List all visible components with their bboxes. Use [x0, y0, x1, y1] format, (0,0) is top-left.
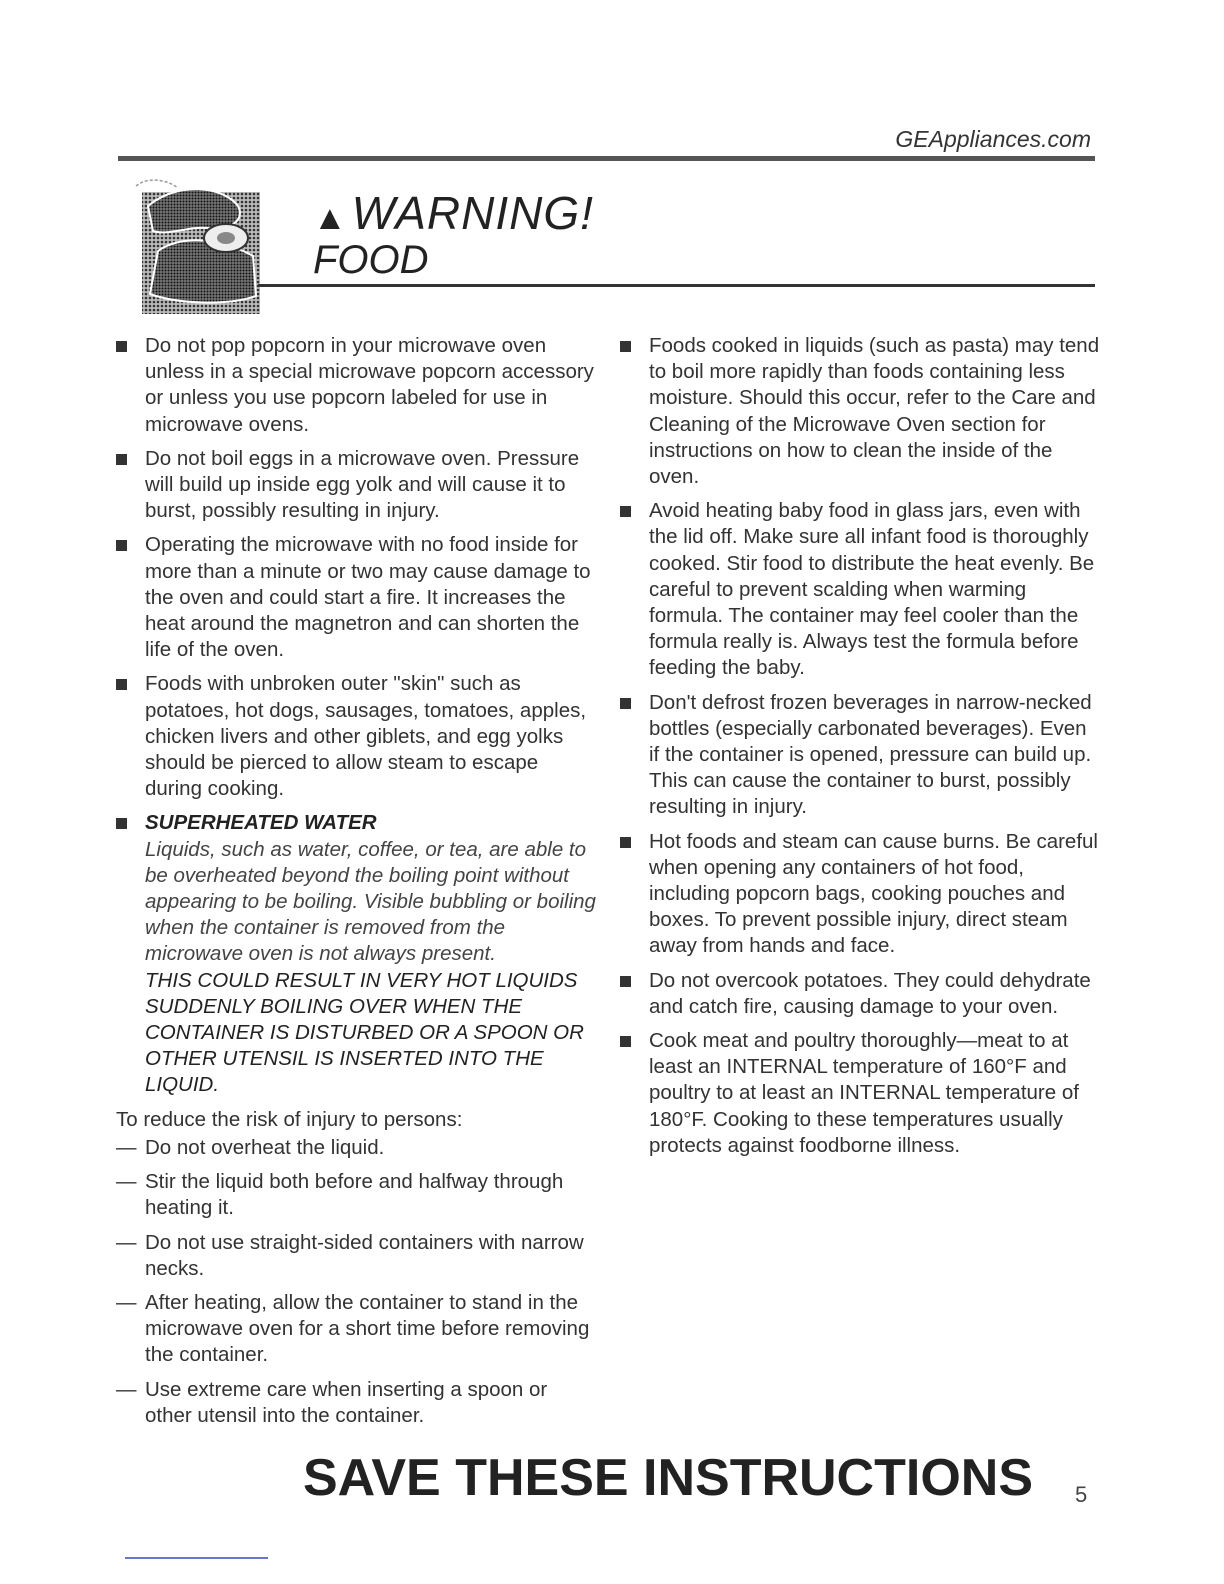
- square-bullet-icon: [620, 341, 631, 352]
- dash-list-item: [116, 1230, 596, 1282]
- superheated-water-item: [116, 810, 596, 1098]
- list-item: [116, 333, 596, 438]
- dash-list-item: [116, 1135, 596, 1161]
- left-column: [116, 333, 596, 1437]
- item-text: Do not overheat the liquid.: [145, 1135, 385, 1159]
- dash-bullet-icon: —: [116, 1377, 137, 1401]
- item-text: Use extreme care when inserting a spoon or other utensil into the container.: [145, 1377, 548, 1427]
- item-text: Do not use straight-sided containers with narrow necks.: [145, 1230, 584, 1280]
- superheated-water-caution: THIS COULD RESULT IN VERY HOT LIQUIDS SUDDENLY BOILING OVER WHEN THE CONTAINER IS DISTURBED OR A SPOON OR OTHER UTENSIL IS INSERTED INTO THE LIQUID.: [145, 968, 584, 1097]
- header-rule: [118, 156, 1095, 161]
- warning-title-text: WARNING!: [351, 187, 594, 239]
- item-text: Do not pop popcorn in your microwave oven unless in a special microwave popcorn accessory or unless you use popcorn labeled for use in microwave ovens.: [145, 334, 594, 436]
- item-text: Hot foods and steam can cause burns. Be careful when opening any containers of hot food, including popcorn bags, cooking pouches and boxes. To prevent possible injury, direct steam away from hands and face.: [649, 829, 1098, 958]
- square-bullet-icon: [620, 698, 631, 709]
- list-item: [620, 333, 1100, 490]
- square-bullet-icon: [116, 679, 127, 690]
- square-bullet-icon: [116, 540, 127, 551]
- square-bullet-icon: [620, 1036, 631, 1047]
- dash-bullet-icon: —: [116, 1170, 137, 1194]
- list-item: [116, 671, 596, 802]
- dash-bullet-icon: —: [116, 1290, 137, 1314]
- section-title: FOOD: [313, 238, 429, 282]
- list-item: [620, 968, 1100, 1020]
- dash-bullet-icon: —: [116, 1135, 137, 1159]
- item-text: After heating, allow the container to stand in the microwave oven for a short time before removing the container.: [145, 1290, 590, 1367]
- superheated-water-title: SUPERHEATED WATER: [145, 811, 377, 835]
- list-item: [620, 1028, 1100, 1159]
- item-text: Stir the liquid both before and halfway through heating it.: [145, 1170, 564, 1220]
- dash-bullet-icon: —: [116, 1230, 137, 1254]
- item-text: Avoid heating baby food in glass jars, even with the lid off. Make sure all infant food is thoroughly cooked. Stir food to distribute the heat evenly. Be careful to prevent scalding when warming formula. The container may feel cooler than the formula really is. Always test the formula before feeding the baby.: [649, 499, 1095, 680]
- dash-list-item: [116, 1290, 596, 1369]
- square-bullet-icon: [620, 506, 631, 517]
- square-bullet-icon: [116, 454, 127, 465]
- dash-list-item: [116, 1169, 596, 1221]
- footer-line: [125, 1557, 268, 1559]
- list-item: [620, 690, 1100, 821]
- section-rule: [258, 284, 1095, 287]
- warning-title: [313, 187, 594, 241]
- square-bullet-icon: [116, 341, 127, 352]
- risk-reduction-intro: To reduce the risk of injury to persons:: [116, 1107, 463, 1131]
- list-item: [620, 829, 1100, 960]
- item-text: Operating the microwave with no food inside for more than a minute or two may cause damage to the oven and could start a fire. It increases the heat around the magnetron and can shorten the life of the oven.: [145, 533, 591, 662]
- list-item: [620, 498, 1100, 681]
- dash-list-item: [116, 1377, 596, 1429]
- list-item: [116, 532, 596, 663]
- list-item: [116, 446, 596, 525]
- food-illustration: [128, 176, 260, 314]
- item-text: Do not overcook potatoes. They could dehydrate and catch fire, causing damage to your oven.: [649, 968, 1091, 1018]
- item-text: Don't defrost frozen beverages in narrow-necked bottles (especially carbonated beverages). Even if the container is opened, pressure can build up. This can cause the container to burst, possibly resulting in injury.: [649, 690, 1092, 819]
- item-text: Cook meat and poultry thoroughly—meat to at least an INTERNAL temperature of 160°F and poultry to at least an INTERNAL temperature of 180°F. Cooking to these temperatures usually protects against foodborne illness.: [649, 1029, 1079, 1157]
- save-instructions-banner: SAVE THESE INSTRUCTIONS: [303, 1449, 1034, 1507]
- square-bullet-icon: [620, 976, 631, 987]
- item-text: Foods cooked in liquids (such as pasta) may tend to boil more rapidly than foods containing less moisture. Should this occur, refer to the Care and Cleaning of the Microwave Oven section for instructions on how to clean the inside of the oven.: [649, 334, 1100, 489]
- right-column: [620, 333, 1100, 1167]
- site-url: GEAppliances.com: [895, 126, 1091, 152]
- item-text: Foods with unbroken outer "skin" such as potatoes, hot dogs, sausages, tomatoes, apples, chicken livers and other giblets, and egg yolks should be pierced to allow steam to escape during cooking.: [145, 672, 587, 801]
- square-bullet-icon: [116, 818, 127, 829]
- square-bullet-icon: [620, 837, 631, 848]
- warning-triangle-icon: ▲: [313, 199, 348, 237]
- page-number: 5: [1075, 1482, 1088, 1507]
- superheated-water-body: Liquids, such as water, coffee, or tea, are able to be overheated beyond the boiling point without appearing to be boiling. Visible bubbling or boiling when the container is removed from the microwave oven is not always present.: [145, 837, 596, 966]
- item-text: Do not boil eggs in a microwave oven. Pressure will build up inside egg yolk and will cause it to burst, possibly resulting in injury.: [145, 446, 580, 523]
